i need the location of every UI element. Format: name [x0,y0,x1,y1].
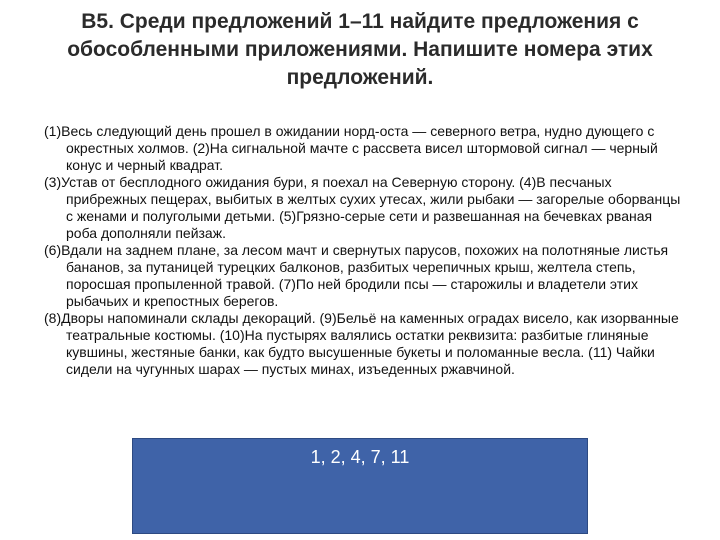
paragraph-4: (8)Дворы напоминали склады декораций. (9)Бельё на каменных оградах висело, как изорванные театральные костюмы. (10)На пустырях валялись остатки реквизита: разбитые глиняные кувшины, жестяные банки, как будто высушенные букеты и поломанные весла. (11) Чайки сидели на чугунных шарах — пустых минах, изъеденных ржавчиной. [44,310,679,377]
paragraph-3: (6)Вдали на заднем плане, за лесом мачт и свернутых парусов, похожих на полотняные листья бананов, за путаницей турецких балконов, разбитых черепичных крыш, желтела степь, поросшая пропыленной травой. (7)По ней бродили псы — старожилы и владетели этих рыбачьих и крепостных берегов. [44,242,669,309]
task-text [44,123,684,378]
paragraph-1: (1)Весь следующий день прошел в ожидании норд-оста — северного ветра, нудно дующего с окрестных холмов. (2)На сигнальной мачте с рассвета висел штормовой сигнал — черный конус и черный квадрат. [44,123,658,173]
task-title: В5. Среди предложений 1–11 найдите предложения с обособленными приложениями. Напишите номера этих предложений. [67,10,653,89]
paragraph-2: (3)Устав от бесплодного ожидания бури, я поехал на Северную сторону. (4)В песчаных прибрежных пещерах, выбитых в желтых сухих утесах, жили рыбаки — загорелые оборванцы с женами и полуголыми детьми. (5)Грязно-серые сети и развешанная на бечевках рваная роба дополняли пейзаж. [44,174,681,241]
answer-box [132,438,588,534]
answer-text: 1, 2, 4, 7, 11 [310,447,410,467]
